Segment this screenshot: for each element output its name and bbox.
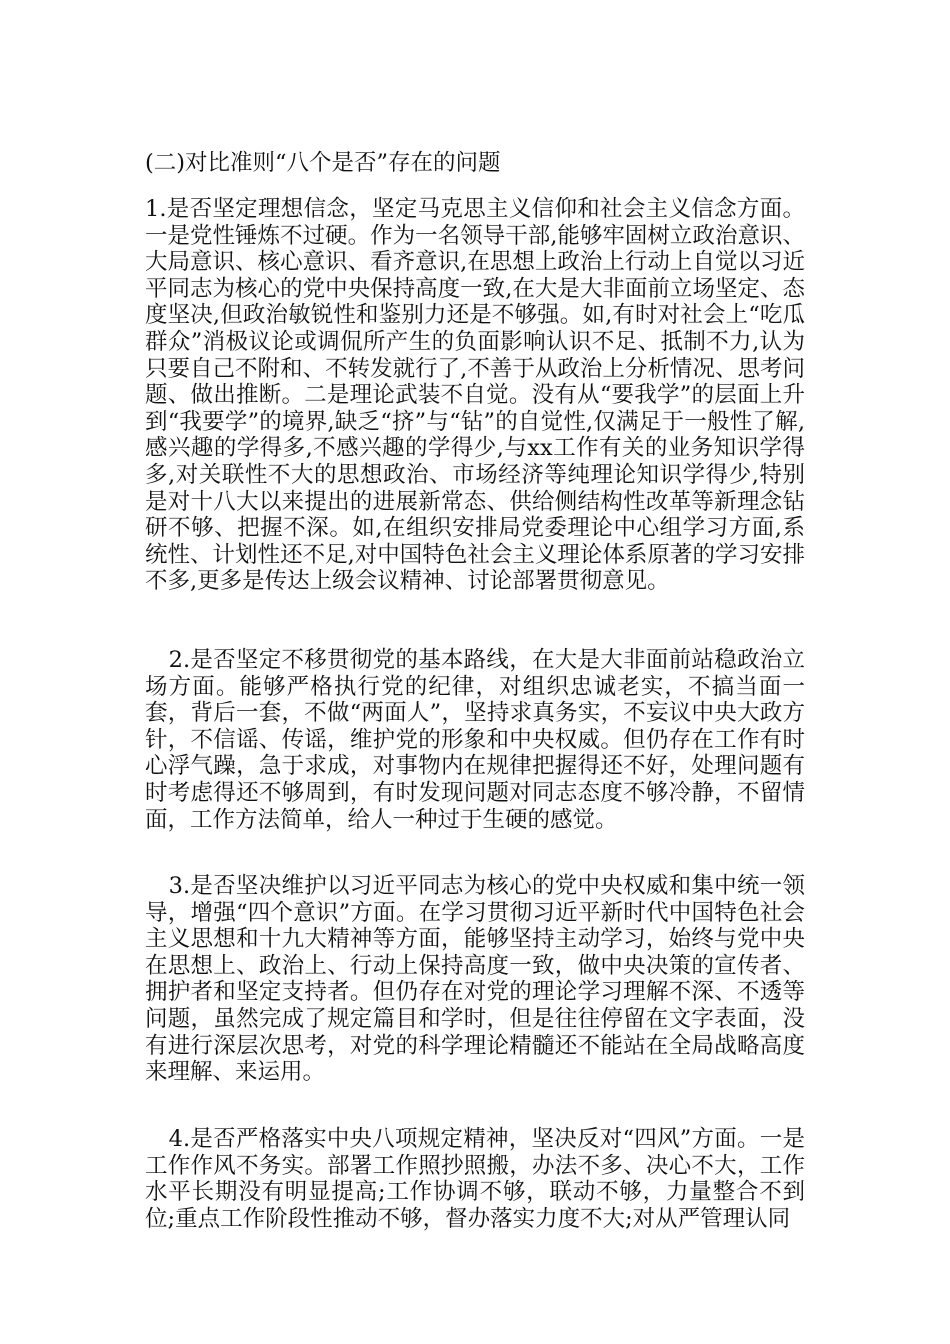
paragraph-3: 3.是否坚决维护以习近平同志为核心的党中央权威和集中统一领导，增强“四个意识”方面。在学习贯彻习近平新时代中国特色社会主义思想和十九大精神等方面，能够坚持主动学习，始终与党中央在思想上、政治上、行动上保持高度一致，做中央决策的宣传者、拥护者和坚定支持者。但仍存在对党的理论学习理解不深、不透等问题，虽然完成了规定篇目和学时，但是往往停留在文字表面，没有进行深层次思考，对党的科学理论精髓还不能站在全局战略高度来理解、来运用。 xyxy=(145,873,805,1086)
paragraph-2: 2.是否坚定不移贯彻党的基本路线，在大是大非面前站稳政治立场方面。能够严格执行党的纪律，对组织忠诚老实，不搞当面一套，背后一套，不做“两面人”，坚持求真务实，不妄议中央大政方针，不信谣、传谣，维护党的形象和中央权威。但仍存在工作有时心浮气躁，急于求成，对事物内在规律把握得还不好，处理问题有时考虑得还不够周到，有时发现问题对同志态度不够冷静，不留情面，工作方法简单，给人一种过于生硬的感觉。 xyxy=(145,647,805,833)
paragraph-1: 1.是否坚定理想信念，坚定马克思主义信仰和社会主义信念方面。一是党性锤炼不过硬。作为一名领导干部,能够牢固树立政治意识、大局意识、核心意识、看齐意识,在思想上政治上行动上自觉以习近平同志为核心的党中央保持高度一致,在大是大非面前立场坚定、态度坚决,但政治敏锐性和鉴别力还是不够强。如,有时对社会上“吃瓜群众”消极议论或调侃所产生的负面影响认识不足、抵制不力,认为只要自己不附和、不转发就行了,不善于从政治上分析情况、思考问题、做出推断。二是理论武装不自觉。没有从“要我学”的层面上升到“我要学”的境界,缺乏“挤”与“钻”的自觉性,仅满足于一般性了解,感兴趣的学得多,不感兴趣的学得少,与xx工作有关的业务知识学得多,对关联性不大的思想政治、市场经济等纯理论知识学得少,特别是对十八大以来提出的进展新常态、供给侧结构性改革等新理念钻研不够、把握不深。如,在组织安排局党委理论中心组学习方面,系统性、计划性还不足,对中国特色社会主义理论体系原著的学习安排不多,更多是传达上级会议精神、讨论部署贯彻意见。 xyxy=(145,196,805,595)
paragraph-4: 4.是否严格落实中央八项规定精神，坚决反对“四风”方面。一是工作作风不务实。部署工作照抄照搬，办法不多、决心不大，工作水平长期没有明显提高;工作协调不够，联动不够，力量整合不到位;重点工作阶段性推动不够，督办落实力度不大;对从严管理认同 xyxy=(145,1126,805,1232)
section-heading: (二)对比准则“八个是否”存在的问题 xyxy=(145,150,501,176)
